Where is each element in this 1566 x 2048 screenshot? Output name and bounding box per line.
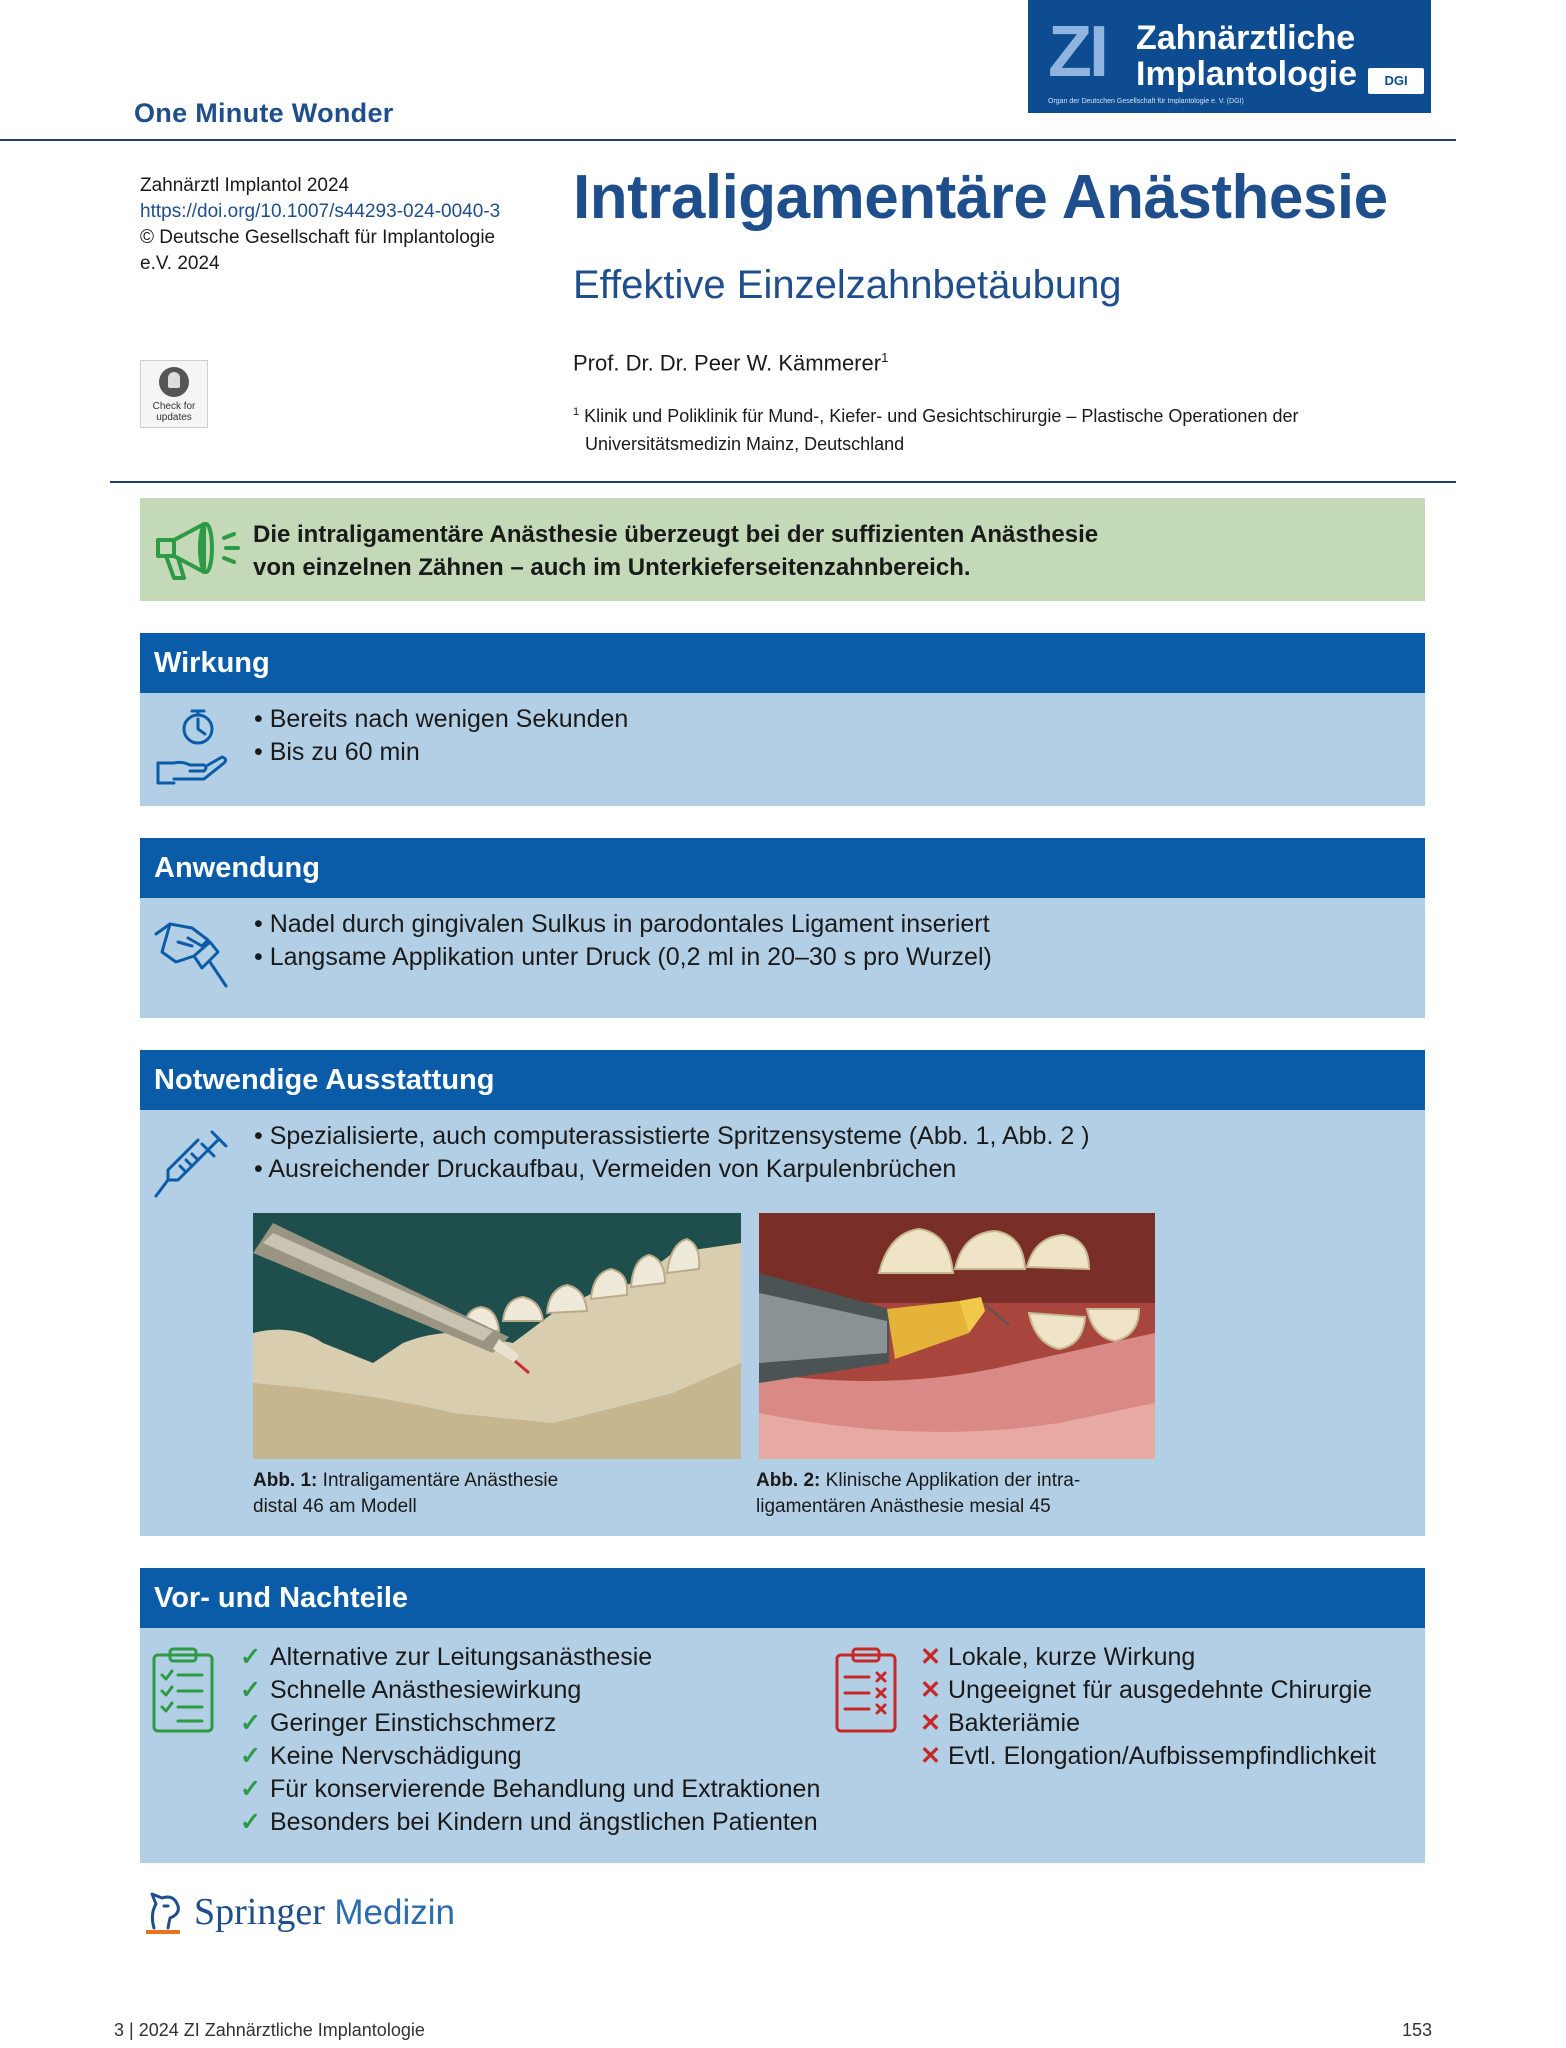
- figure-2-image: [759, 1213, 1155, 1459]
- article-title: Intraligamentäre Anästhesie: [573, 163, 1388, 232]
- header-divider: [0, 139, 1456, 141]
- section-vornach-title: Vor- und Nachteile: [140, 1568, 1425, 1628]
- figure-1-caption-line1: Intraligamentäre Anästhesie: [317, 1470, 559, 1491]
- list-item: ✓ Alternative zur Leitungsanästhesie: [240, 1641, 820, 1674]
- list-item: ✕ Lokale, kurze Wirkung: [920, 1641, 1376, 1674]
- figure-2-label: Abb. 2:: [756, 1470, 821, 1491]
- ausstattung-list: [254, 1120, 1090, 1186]
- footer-issue: 3 | 2024 ZI Zahnärztliche Implantologie: [114, 2020, 425, 2040]
- list-item: ✓ Schnelle Anästhesiewirkung: [240, 1674, 820, 1707]
- list-item: • Bis zu 60 min: [254, 738, 420, 766]
- check-icon: ✓: [240, 1808, 261, 1836]
- affiliation: [573, 398, 1393, 458]
- key-message-line2: von einzelnen Zähnen – auch im Unterkieferseitenzahnbereich.: [253, 554, 971, 581]
- key-message-box: [140, 498, 1425, 601]
- figure-1-image: [253, 1213, 741, 1459]
- list-item: ✓ Besonders bei Kindern und ängstlichen Patienten: [240, 1806, 820, 1839]
- check-icon: ✓: [240, 1676, 261, 1704]
- journal-logo-line2: Implantologie: [1136, 55, 1357, 93]
- syringe-icon: [152, 1126, 232, 1206]
- list-item: ✕ Evtl. Elongation/Aufbissempfindlichkeit: [920, 1740, 1376, 1773]
- affil-ref: 1: [573, 406, 580, 418]
- title-divider: [110, 481, 1456, 483]
- list-item: • Bereits nach wenigen Sekunden: [254, 705, 629, 733]
- list-item: • Nadel durch gingivalen Sulkus in parodontales Ligament inseriert: [254, 910, 990, 938]
- cross-icon: ✕: [920, 1742, 941, 1770]
- list-item: ✕ Ungeeignet für ausgedehnte Chirurgie: [920, 1674, 1376, 1707]
- figure-1-caption-line2: distal 46 am Modell: [253, 1496, 417, 1517]
- list-item: • Ausreichender Druckaufbau, Vermeiden von Karpulenbrüchen: [254, 1155, 957, 1183]
- cross-icon: ✕: [920, 1709, 941, 1737]
- figure-1-label: Abb. 1:: [253, 1470, 318, 1491]
- clipboard-cross-icon: [833, 1645, 899, 1735]
- cross-icon: ✕: [920, 1643, 941, 1671]
- journal-logo-line1: Zahnärztliche: [1136, 19, 1356, 57]
- page-number: 153: [1402, 2020, 1433, 2040]
- copyright-line1: © Deutsche Gesellschaft für Implantologie: [140, 227, 496, 248]
- cons-list: [920, 1641, 1376, 1773]
- clipboard-check-icon: [150, 1645, 216, 1735]
- section-wirkung-title: Wirkung: [140, 633, 1425, 693]
- journal-logo-initials: ZI: [1048, 12, 1106, 92]
- section-ausstattung: [140, 1050, 1425, 1536]
- section-wirkung: [140, 633, 1425, 806]
- journal-year: Zahnärztl Implantol 2024: [140, 175, 350, 196]
- list-item: • Spezialisierte, auch computerassistierte Spritzensysteme (Abb. 1, Abb. 2 ): [254, 1122, 1090, 1150]
- megaphone-icon: [152, 514, 244, 584]
- author-affil-ref: 1: [881, 350, 889, 365]
- figure-2-caption-line2: ligamentären Anästhesie mesial 45: [756, 1496, 1051, 1517]
- affil-line2: Universitätsmedizin Mainz, Deutschland: [585, 434, 905, 454]
- list-item: ✓ Für konservierende Behandlung und Extraktionen: [240, 1773, 820, 1806]
- clock-hand-icon: [152, 705, 232, 791]
- figure-2-caption: [756, 1468, 1176, 1520]
- list-item: ✓ Keine Nervschädigung: [240, 1740, 820, 1773]
- springer-medizin-logo: [140, 1884, 460, 1944]
- series-label: One Minute Wonder: [134, 98, 394, 128]
- affil-line1: Klinik und Poliklinik für Mund-, Kiefer- und Gesichtschirurgie – Plastische Operationen der: [584, 406, 1299, 426]
- springer-wordmark: Springer Medizin: [194, 1891, 455, 1933]
- cross-icon: ✕: [920, 1676, 941, 1704]
- check-icon: ✓: [240, 1643, 261, 1671]
- copyright-line2: e.V. 2024: [140, 253, 220, 274]
- wirkung-list: [254, 703, 628, 769]
- list-item: • Langsame Applikation unter Druck (0,2 ml in 20–30 s pro Wurzel): [254, 943, 992, 971]
- check-for-updates-button[interactable]: [140, 360, 208, 428]
- article-subtitle: Effektive Einzelzahnbetäubung: [573, 263, 1122, 307]
- check-icon: ✓: [240, 1775, 261, 1803]
- check-icon: ✓: [240, 1709, 261, 1737]
- section-anwendung: [140, 838, 1425, 1018]
- bookmark-icon: [159, 367, 189, 397]
- check-icon: ✓: [240, 1742, 261, 1770]
- author: [573, 350, 888, 376]
- key-message-text: [253, 518, 1098, 584]
- author-name: Prof. Dr. Dr. Peer W. Kämmerer: [573, 350, 882, 376]
- medizin-wordmark: Medizin: [334, 1893, 455, 1932]
- springer-horse-icon: [140, 1884, 186, 1938]
- list-item: ✓ Geringer Einstichschmerz: [240, 1707, 820, 1740]
- journal-logo-tagline: Organ der Deutschen Gesellschaft für Implantologie e. V. (DGI): [1048, 98, 1244, 105]
- citation-block: [140, 173, 520, 277]
- anwendung-list: [254, 908, 992, 974]
- section-anwendung-title: Anwendung: [140, 838, 1425, 898]
- dgi-badge: DGI: [1368, 68, 1424, 94]
- section-ausstattung-title: Notwendige Ausstattung: [140, 1050, 1425, 1110]
- key-message-line1: Die intraligamentäre Anästhesie überzeugt bei der suffizienten Anästhesie: [253, 521, 1099, 548]
- injection-hand-icon: [152, 912, 234, 994]
- figure-2-caption-line1: Klinische Applikation der intra-: [820, 1470, 1081, 1491]
- check-updates-label: Check for updates: [152, 401, 196, 423]
- figure-1-caption: [253, 1468, 633, 1520]
- doi-link[interactable]: https://doi.org/10.1007/s44293-024-0040-3: [140, 201, 501, 222]
- list-item: ✕ Bakteriämie: [920, 1707, 1376, 1740]
- pros-list: [240, 1641, 820, 1839]
- journal-logo: [1028, 0, 1431, 113]
- section-vor-nachteile: [140, 1568, 1425, 1863]
